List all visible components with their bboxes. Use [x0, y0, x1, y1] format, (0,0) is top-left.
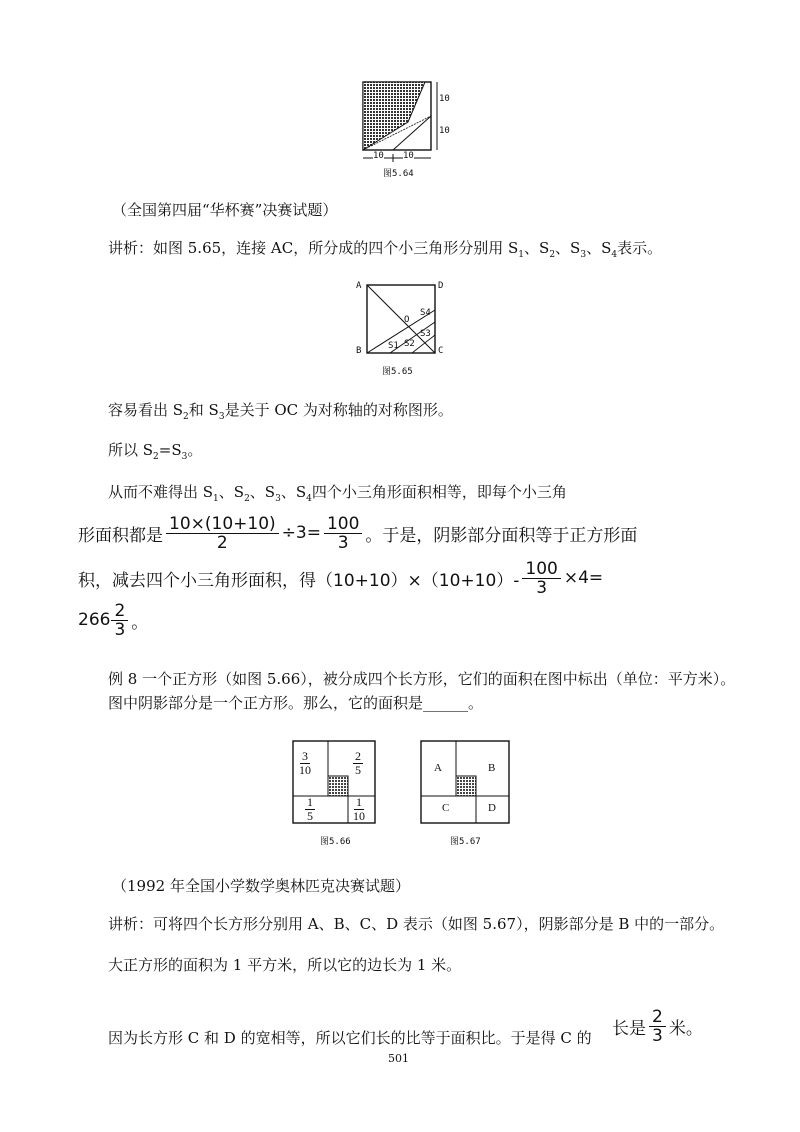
line-so [108, 440, 202, 467]
fig565-label-D: D [438, 281, 444, 291]
line-because: 因为长方形 C 和 D 的宽相等，所以它们长的比等于面积比。于是得 C 的 [108, 1029, 592, 1047]
fig564-label-right-bottom: 10 [439, 126, 450, 136]
formula-line-2 [78, 556, 603, 600]
sub-b: 3 [218, 412, 225, 422]
analysis1-prefix: 讲析：如图 5.65，连接 AC，所分成的四个小三角形分别用 S [108, 239, 519, 257]
line-hence-prefix: 从而不难得出 S [108, 483, 214, 501]
fig567-caption: 图5.67 [450, 837, 481, 847]
fig567-label-B: B [488, 762, 496, 774]
denominator: 10 [353, 809, 365, 823]
sub-1: 1 [518, 250, 525, 260]
fig565-label-O: O [404, 315, 410, 325]
numerator: 2 [355, 749, 361, 763]
numerator: 2 [111, 602, 128, 621]
fraction [649, 1008, 666, 1045]
fig565-label-B: B [356, 346, 362, 356]
numerator: 3 [302, 749, 308, 763]
line-easy-prefix: 容易看出 S [108, 401, 184, 419]
formula-line-3 [78, 600, 148, 640]
numerator: 1 [307, 795, 313, 809]
figure-5-67-graphic [418, 738, 514, 828]
line-long [612, 1006, 703, 1046]
fig566-caption: 图5.66 [320, 837, 351, 847]
denominator: 3 [337, 532, 349, 553]
line-so-suffix: 。 [187, 441, 203, 459]
fig564-label-right-top: 10 [439, 94, 450, 104]
example-8: 例 8 一个正方形（如图 5.66），被分成四个长方形，它们的面积在图中标出（单位：平方米）。图中阴影部分是一个正方形。那么，它的面积是______。 [108, 670, 736, 712]
line-easy-suffix: 是关于 OC 为对称轴的对称图形。 [224, 401, 453, 419]
sub-b: 2 [244, 494, 250, 504]
result-fraction [324, 515, 362, 552]
line-long-suffix: 米。 [668, 1018, 703, 1039]
fig565-caption: 图5.65 [382, 367, 413, 377]
line-big-square: 大正方形的面积为 1 平方米，所以它的边长为 1 米。 [108, 956, 462, 974]
fig565-label-S3: S3 [420, 329, 431, 339]
sep: 、S [280, 483, 307, 501]
fig567-label-A: A [434, 762, 442, 774]
figure-5-64-graphic [355, 78, 445, 178]
formula-line-1 [78, 510, 637, 556]
line-so-prefix: 所以 S [108, 441, 154, 459]
formula3-suffix: 。 [131, 612, 149, 633]
fig566-bl-fraction [305, 796, 315, 823]
figure-5-66 [290, 738, 380, 848]
sep: 、S [249, 483, 276, 501]
denominator: 3 [536, 577, 548, 598]
sub-a: 2 [153, 452, 159, 462]
sub-a: 2 [183, 412, 189, 422]
analysis1-sep3: 、S [586, 239, 612, 257]
source-line-2: （1992 年全国小学数学奥林匹克决赛试题） [112, 877, 410, 895]
denominator: 3 [114, 619, 126, 640]
fig567-label-D: D [488, 802, 496, 814]
sub-b: 3 [181, 452, 188, 462]
numerator: 1 [356, 795, 362, 809]
formula2-suffix: ×4= [563, 568, 604, 588]
fig564-label-bottom-right: 10 [403, 151, 414, 161]
denominator: 5 [307, 809, 313, 823]
fig565-label-C: C [438, 346, 444, 356]
numerator: 2 [649, 1008, 666, 1027]
analysis1-sep2: 、S [555, 239, 581, 257]
formula1-mid: ÷3= [281, 523, 321, 543]
numerator: 100 [324, 515, 362, 534]
line-hence-suffix: 四个小三角形面积相等，即每个小三角 [311, 483, 567, 501]
analysis-line-2: 讲析：可将四个长方形分别用 A、B、C、D 表示（如图 5.67），阴影部分是 B 中的一部分。 [108, 915, 725, 933]
line-long-prefix: 长是 [612, 1018, 646, 1039]
fig566-tr-fraction [353, 750, 363, 777]
fig565-label-S4: S4 [420, 308, 431, 318]
fig564-caption: 图5.64 [383, 169, 414, 179]
sub-c: 3 [275, 494, 281, 504]
figure-5-65-graphic [352, 280, 452, 360]
line-easy [108, 400, 453, 427]
sep: 、S [218, 483, 245, 501]
sub-a: 1 [213, 494, 219, 504]
sub-2: 2 [549, 250, 556, 260]
fig567-label-C: C [442, 802, 450, 814]
fig566-tl-fraction [297, 750, 313, 777]
line-hence [108, 482, 567, 509]
page-number: 501 [388, 1052, 409, 1065]
fig565-label-S1: S1 [388, 341, 399, 351]
numerator: 100 [522, 560, 560, 579]
mixed-fraction [111, 602, 128, 639]
denominator: 3 [652, 1025, 663, 1046]
figure-5-65 [352, 280, 452, 380]
analysis1-suffix: 表示。 [617, 239, 663, 257]
line-so-eq: =S [158, 441, 182, 459]
formula1-prefix: 形面积都是 [78, 525, 163, 546]
figure-5-64 [355, 78, 450, 179]
fig565-label-A: A [356, 281, 362, 291]
fig566-br-fraction [351, 796, 367, 823]
sub-4: 4 [611, 250, 618, 260]
source-line-1: （全国第四届“华杯赛”决赛试题） [112, 201, 338, 219]
fig564-label-bottom-left: 10 [373, 151, 384, 161]
fraction [166, 515, 279, 552]
analysis1-sep1: 、S [524, 239, 550, 257]
line-easy-mid: 和 S [188, 401, 219, 419]
denominator: 10 [299, 763, 311, 777]
formula1-suffix: 。于是，阴影部分面积等于正方形面 [365, 525, 638, 546]
formula2-prefix: 积，减去四个小三角形面积，得（10+10）×（10+10）- [78, 570, 520, 591]
mixed-whole: 266 [78, 610, 111, 630]
fig565-label-S2: S2 [404, 339, 415, 349]
sub-d: 4 [306, 494, 312, 504]
analysis-line-1 [108, 238, 662, 265]
fraction [522, 560, 560, 597]
denominator: 2 [216, 532, 228, 553]
sub-3: 3 [580, 250, 587, 260]
figure-5-67 [418, 738, 514, 848]
numerator: 10×(10+10) [166, 515, 279, 534]
denominator: 5 [355, 763, 361, 777]
